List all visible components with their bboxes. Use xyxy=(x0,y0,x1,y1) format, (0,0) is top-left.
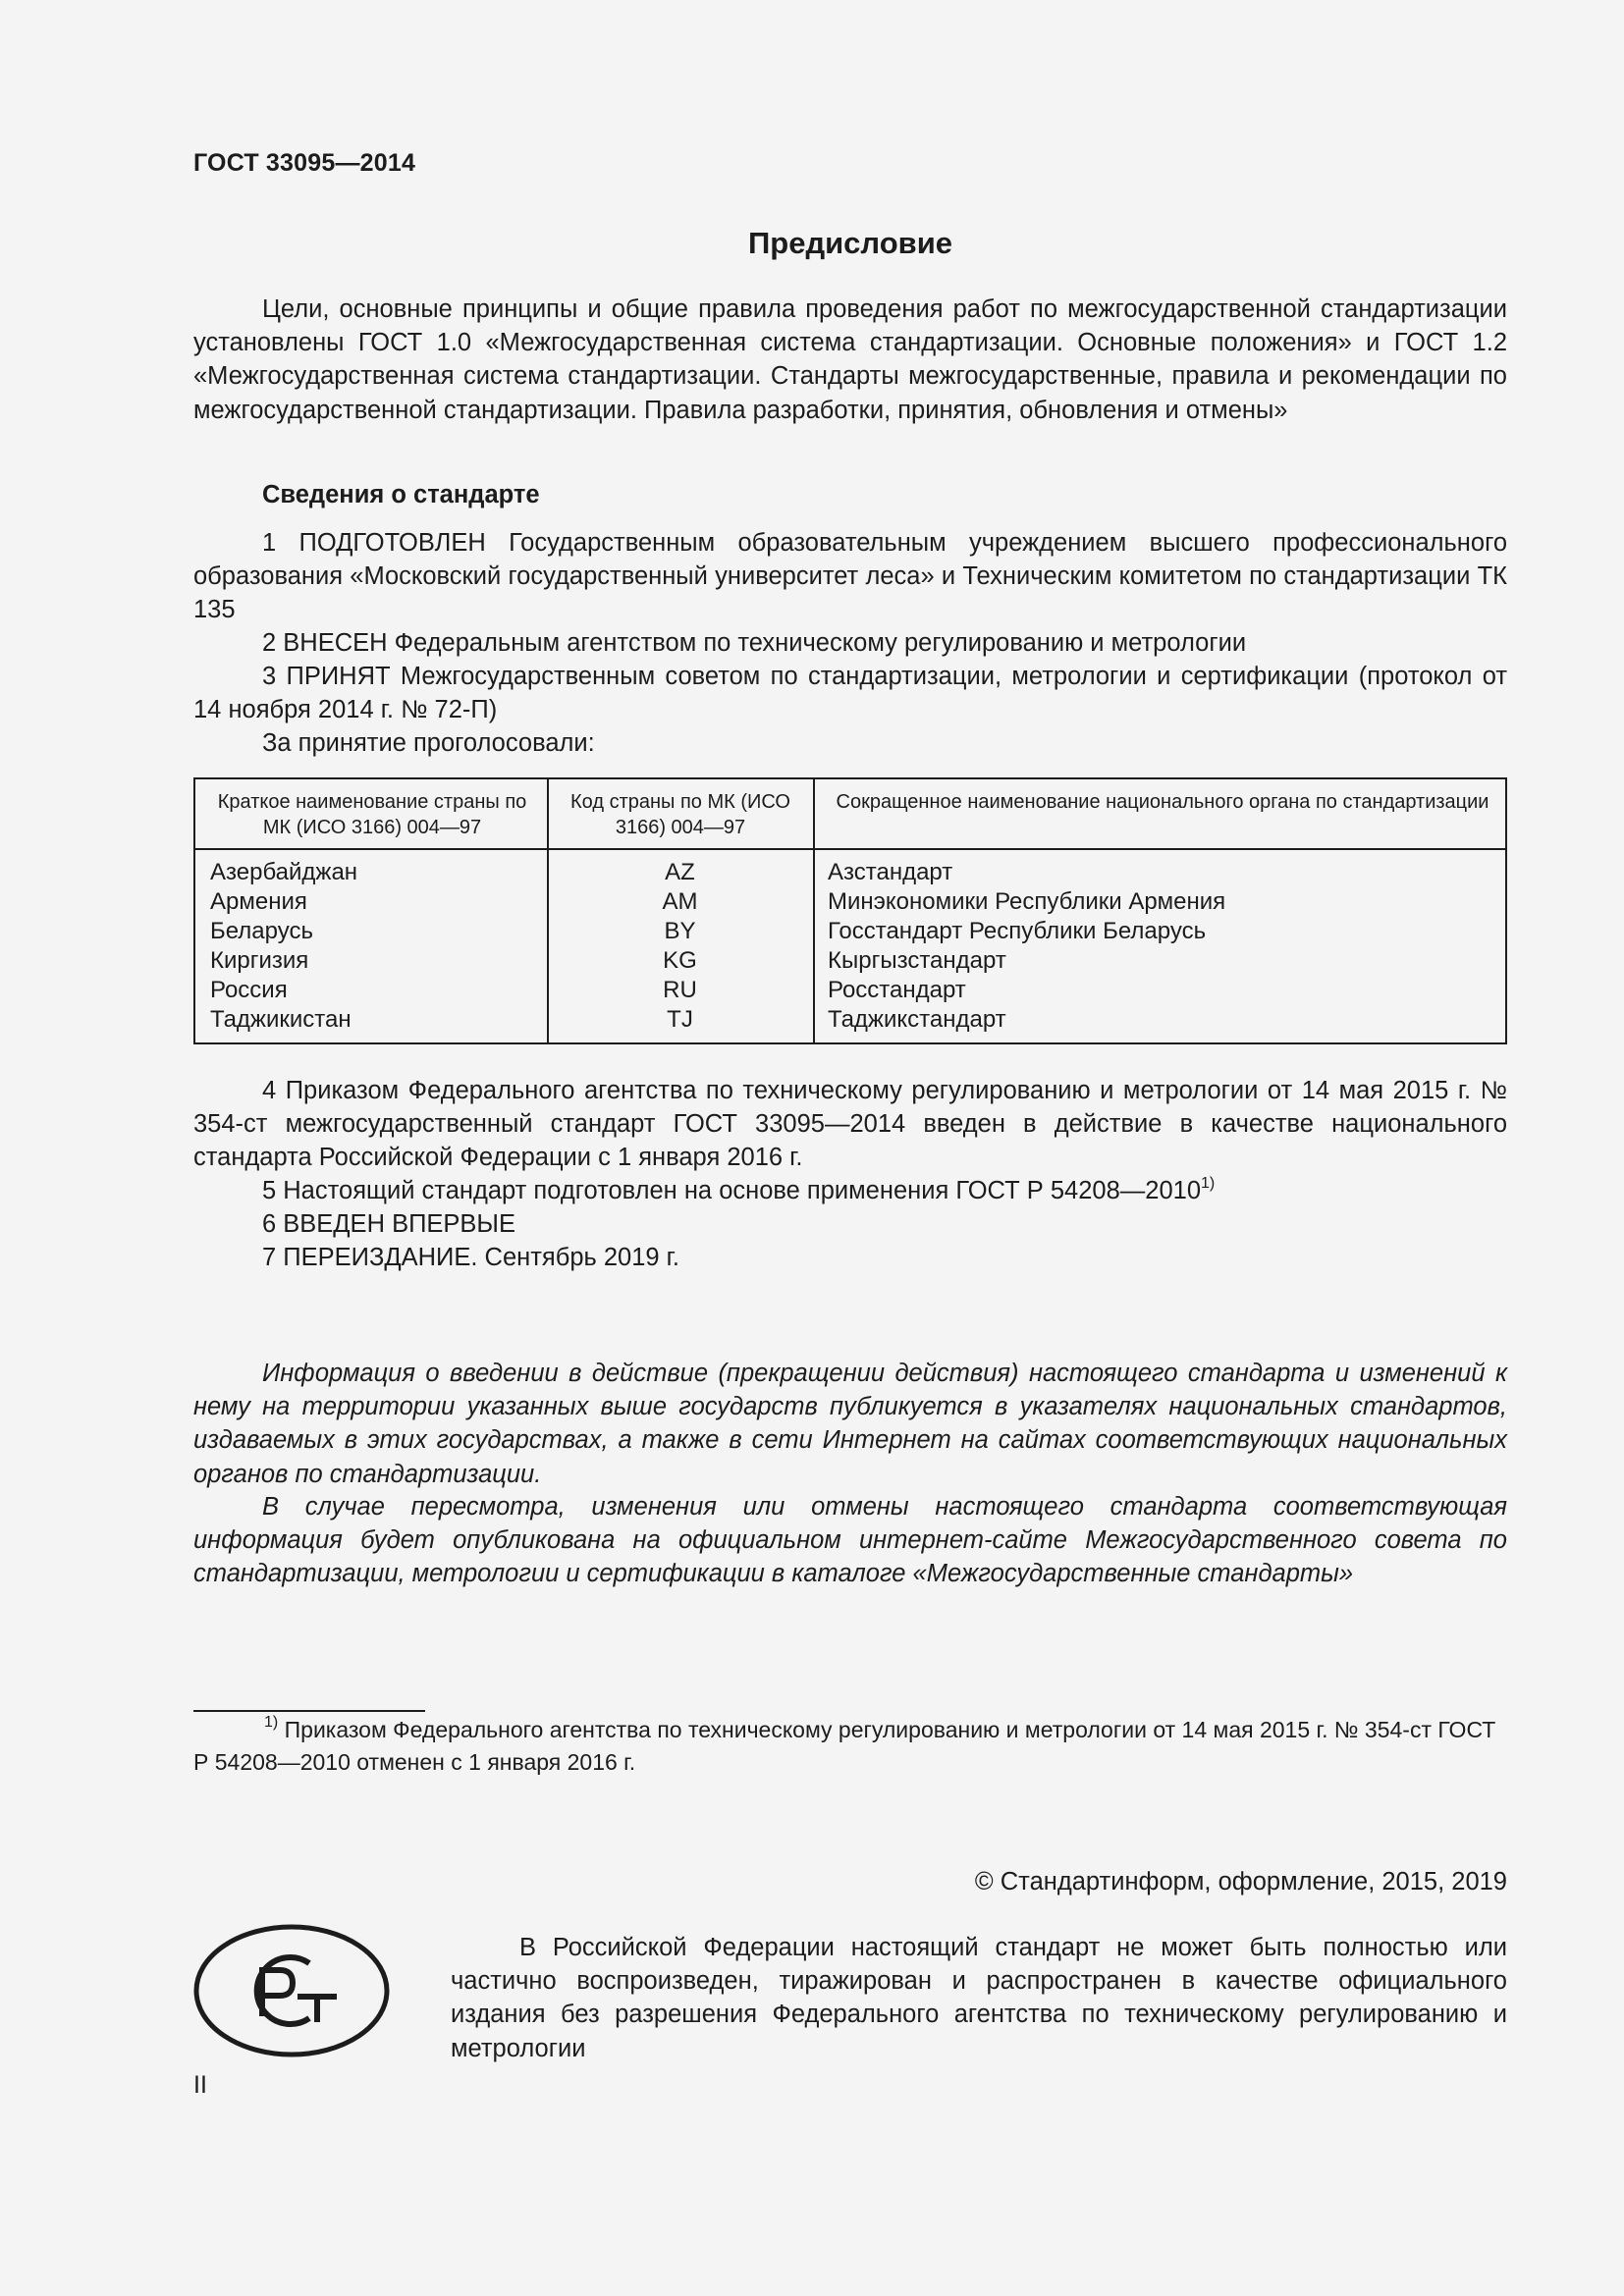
rst-certification-mark-icon xyxy=(193,1924,390,2057)
table-cell-country: Беларусь xyxy=(210,918,313,944)
table-cell-country: Азербайджан xyxy=(210,859,358,885)
column-header-country: Краткое наименование страны по МК (ИСО 3166) 004—97 xyxy=(217,791,527,838)
table-header-rule xyxy=(195,848,1505,850)
item-5: 5 Настоящий стандарт подготовлен на основе применения ГОСТ Р 54208—2010$^{1)}$ xyxy=(262,1175,1216,1204)
table-cell-country: Армения xyxy=(210,888,307,915)
table-cell-code: RU xyxy=(663,977,697,1003)
page-number: II xyxy=(193,2071,207,2099)
intro-paragraph: Цели, основные принципы и общие правила проведения работ по межгосударственной стандартизации установлены ГОСТ 1.0 «Межгосударственная система стандартизации. Основные положения» и ГОСТ 1.2 «Межгосударственная система стандартизации. Стандарты межгосударственные, правила и рекомендации по межгосударственной стандартизации. Правила разработки, принятия, обновления и отмены» xyxy=(193,295,1507,424)
document-number: ГОСТ 33095—2014 xyxy=(193,149,416,177)
item-3: 3 ПРИНЯТ Межгосударственным советом по стандартизации, метрологии и сертификации (протокол от 14 ноября 2014 г. № 72-П) xyxy=(193,663,1507,724)
column-header-code: Код страны по МК (ИСО 3166) 004—97 xyxy=(570,791,790,838)
item-7: 7 ПЕРЕИЗДАНИЕ. Сентябрь 2019 г. xyxy=(262,1244,679,1271)
table-cell-code: KG xyxy=(663,947,697,974)
table-cell-code: TJ xyxy=(667,1006,693,1033)
countries-table xyxy=(193,777,1507,1044)
item-1: 1 ПОДГОТОВЛЕН Государственным образовательным учреждением высшего профессионального образования «Московский государственный университет леса» и Техническим комитетом по стандартизации ТК 135 xyxy=(193,529,1507,624)
table-cell-code: AZ xyxy=(665,859,695,885)
table-cell-code: BY xyxy=(664,918,696,944)
column-header-body: Сокращенное наименование национального органа по стандартизации xyxy=(836,791,1489,813)
table-cell-body: Госстандарт Республики Беларусь xyxy=(828,918,1207,944)
table-divider xyxy=(813,779,815,1042)
table-cell-country: Киргизия xyxy=(210,947,309,974)
table-cell-body: Минэкономики Республики Армения xyxy=(828,888,1226,915)
notice-paragraph-1: Информация о введении в действие (прекращении действия) настоящего стандарта и изменений к нему на территории указанных выше государств публикуется в указателях национальных стандартов, издаваемых в этих государствах, а также в сети Интернет на сайтах соответствующих национальных органов по стандартизации. xyxy=(193,1360,1507,1488)
reproduction-notice: В Российской Федерации настоящий стандарт не может быть полностью или частично воспроизведен, тиражирован и распространен в качестве официального издания без разрешения Федерального агентства по техническому регулированию и метрологии xyxy=(451,1934,1507,2062)
table-cell-code: AM xyxy=(662,888,698,915)
item-2: 2 ВНЕСЕН Федеральным агентством по техническому регулированию и метрологии xyxy=(262,629,1247,657)
footnote-separator xyxy=(193,1710,425,1712)
table-cell-body: Азстандарт xyxy=(828,859,953,885)
item-4: 4 Приказом Федерального агентства по техническому регулированию и метрологии от 14 мая 2015 г. № 354-ст межгосударственный стандарт ГОСТ 33095—2014 введен в действие в качестве национального стандарта Российской Федерации с 1 января 2016 г. xyxy=(193,1077,1507,1172)
notice-paragraph-2: В случае пересмотра, изменения или отмены настоящего стандарта соответствующая информация будет опубликована на официальном интернет-сайте Межгосударственного совета по стандартизации, метрологии и сертификации в каталоге «Межгосударственные стандарты» xyxy=(193,1493,1507,1588)
footnote-mark: 1) xyxy=(264,1714,279,1731)
voted-label: За принятие проголосовали: xyxy=(262,729,595,757)
table-cell-country: Россия xyxy=(210,977,288,1003)
table-cell-country: Таджикистан xyxy=(210,1006,352,1033)
table-cell-body: Кыргызстандарт xyxy=(828,947,1006,974)
item-6: 6 ВВЕДЕН ВПЕРВЫЕ xyxy=(262,1210,516,1238)
info-heading: Сведения о стандарте xyxy=(262,481,540,508)
page-title: Предисловие xyxy=(747,226,952,260)
table-cell-body: Таджикстандарт xyxy=(828,1006,1006,1033)
copyright-line: © Стандартинформ, оформление, 2015, 2019 xyxy=(974,1868,1507,1896)
footnote: $^{1)}$ Приказом Федерального агентства по техническому регулированию и метрологии от 14 мая 2015 г. № 354-ст ГОСТ Р 54208—2010 отменен с 1 января 2016 г. xyxy=(193,1714,1496,1775)
table-cell-body: Росстандарт xyxy=(828,977,966,1003)
footnote-ref: 1) xyxy=(1201,1175,1216,1192)
